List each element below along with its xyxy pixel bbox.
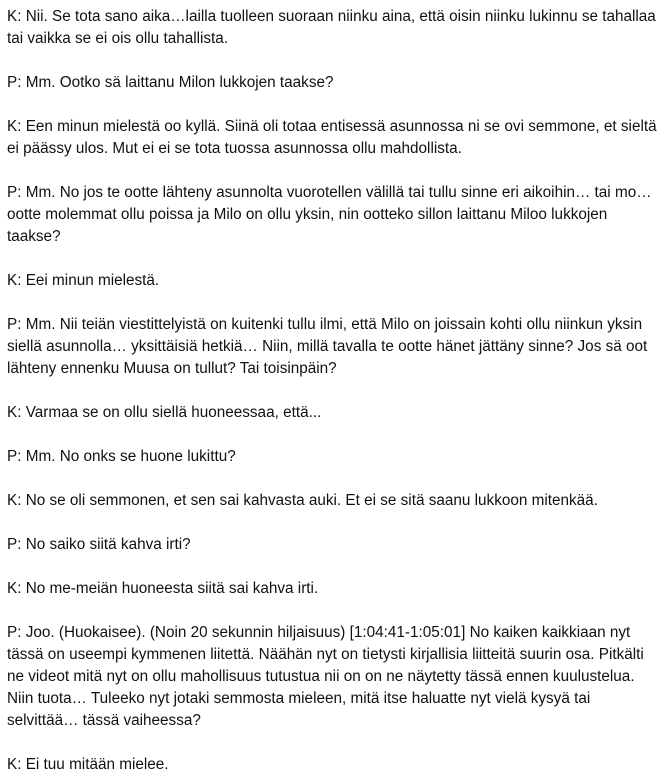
transcript-paragraph-11: K: No me-meiän huoneesta siitä sai kahva irti.	[7, 580, 319, 597]
transcript-paragraph-5: K: Eei minun mielestä.	[7, 272, 160, 289]
transcript-paragraph-6: P: Mm. Nii teiän viestittelyistä on kuitenki tullu ilmi, että Milo on joissain kohti ollu niinkun yksin siellä asunnolla… yksittäisiä hetkiä… Niin, millä tavalla te ootte hänet jättäny sinne? Jos sä oot lähteny ennenku Muusa on tullut? Tai toisinpäin?	[7, 316, 648, 377]
transcript-paragraph-13: K: Ei tuu mitään mielee.	[7, 756, 169, 773]
transcript-paragraph-12: P: Joo. (Huokaisee). (Noin 20 sekunnin hiljaisuus) [1:04:41-1:05:01] No kaiken kaikkiaan nyt tässä on useempi kymmenen liitettä. Näähän nyt on tietysti kirjallisia liitteitä suurin osa. Pitkälti ne videot mitä nyt on ollu mahollisuus tutustua nii on on ne näytetty tässä ennen kuulustelua. Niin tuota… Tuleeko nyt jotaki semmosta mieleen, mitä itse haluatte nyt vielä kysyä tai selvittää… tässä vaiheessa?	[7, 624, 644, 729]
transcript-paragraph-7: K: Varmaa se on ollu siellä huoneessaa, että...	[7, 404, 322, 421]
transcript-paragraph-10: P: No saiko siitä kahva irti?	[7, 536, 191, 553]
transcript-paragraph-8: P: Mm. No onks se huone lukittu?	[7, 448, 236, 465]
transcript-paragraph-1: K: Nii. Se tota sano aika…lailla tuolleen suoraan niinku aina, että oisin niinku lukinnu se tahallaa tai vaikka se ei ois ollu tahallista.	[7, 8, 656, 47]
transcript-paragraph-4: P: Mm. No jos te ootte lähteny asunnolta vuorotellen välillä tai tullu sinne eri aikoihin… tai mo… ootte molemmat ollu poissa ja Milo on ollu yksin, nin ootteko sillon laittanu Miloo lukkojen taakse?	[7, 184, 652, 245]
transcript-paragraph-2: P: Mm. Ootko sä laittanu Milon lukkojen taakse?	[7, 74, 334, 91]
transcript-paragraph-9: K: No se oli semmonen, et sen sai kahvasta auki. Et ei se sitä saanu lukkoon mitenkää.	[7, 492, 598, 509]
transcript-paragraph-3: K: Een minun mielestä oo kyllä. Siinä oli totaa entisessä asunnossa ni se ovi semmone, et sieltä ei päässy ulos. Mut ei ei se tota tuossa asunnossa ollu mahdollista.	[7, 118, 657, 157]
